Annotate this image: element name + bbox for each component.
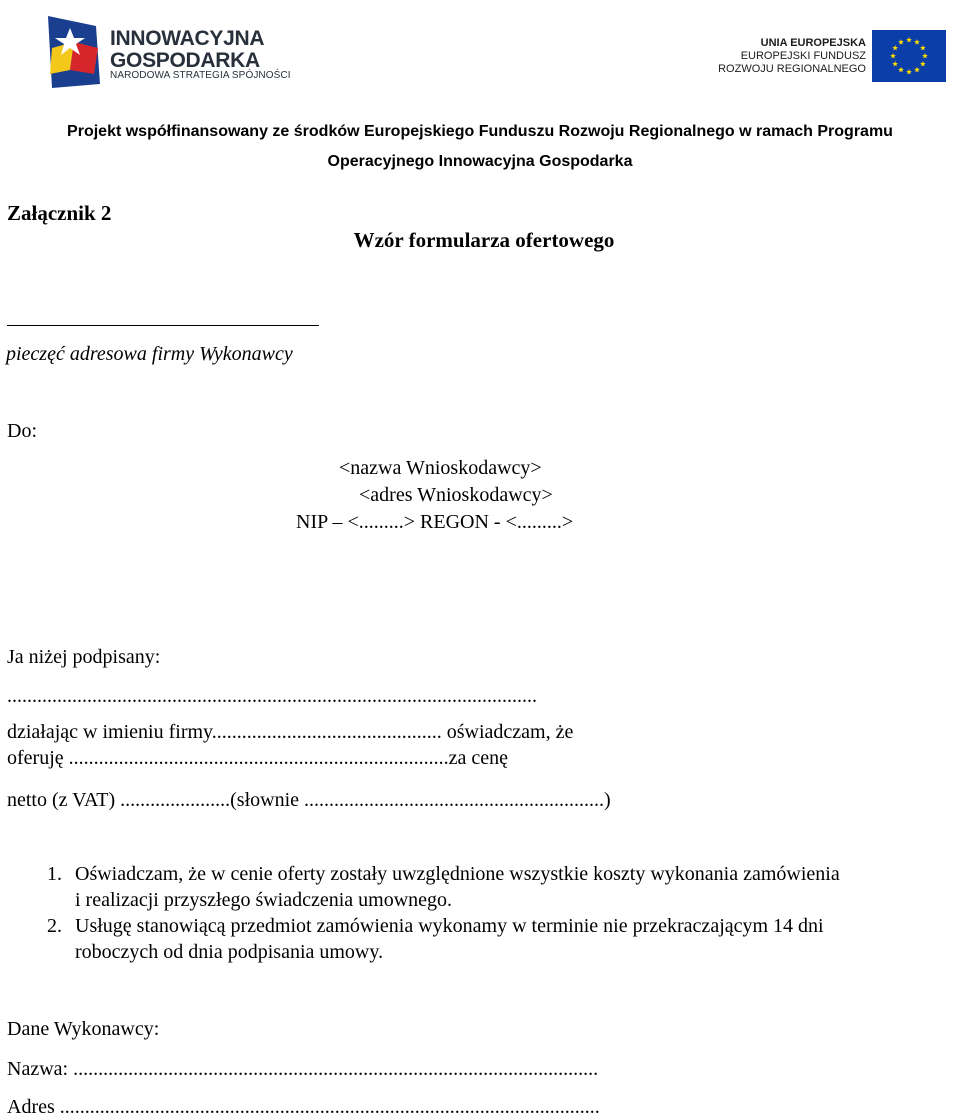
eu-flag-icon [872, 30, 946, 82]
to-label: Do: [7, 420, 37, 442]
eu-star-icon [892, 45, 898, 50]
list-item-text: Usługę stanowiącą przedmiot zamówienia wykonamy w terminie nie przekraczającym 14 dni [75, 915, 824, 937]
recipient-address: <adres Wnioskodawcy> [359, 484, 553, 506]
eu-star-icon [922, 53, 928, 58]
list-item-continuation: i realizacji przyszłego świadczenia umownego. [75, 889, 453, 911]
list-item-number: 2. [47, 915, 62, 937]
recipient-name: <nazwa Wnioskodawcy> [339, 457, 542, 479]
contractor-data-label: Dane Wykonawcy: [7, 1018, 160, 1040]
cofinancing-header-line-1: Projekt współfinansowany ze środków Europejskiego Funduszu Rozwoju Regionalnego w ramach Programu [67, 123, 893, 140]
annex-label: Załącznik 2 [7, 201, 112, 225]
list-item-continuation: roboczych od dnia podpisania umowy. [75, 941, 384, 963]
signatory-label: Ja niżej podpisany: [7, 646, 161, 668]
contractor-name-line: Nazwa: ......................................................................................................... [7, 1058, 599, 1080]
eu-star-icon [920, 45, 926, 50]
signatory-name-blank: .......................................................................................................... [7, 685, 537, 707]
cofinancing-header-line-2: Operacyjnego Innowacyjna Gospodarka [327, 153, 633, 170]
offer-line: oferuję ............................................................................za cenę [7, 747, 509, 769]
innowacyjna-gospodarka-logo-subtitle: NARODOWA STRATEGIA SPÓJNOŚCI [110, 70, 291, 81]
contractor-address-line: Adres ............................................................................................................ [7, 1096, 600, 1118]
eu-star-icon [920, 61, 926, 66]
net-price-line: netto (z VAT) ......................(słownie ............................................................) [7, 789, 611, 811]
acting-on-behalf-line: działając w imieniu firmy.............................................. oświadczam, że [7, 721, 574, 743]
innowacyjna-gospodarka-emblem-icon [44, 12, 104, 90]
eu-star-icon [898, 39, 904, 44]
eu-star-icon [914, 39, 920, 44]
eu-logo [718, 28, 948, 84]
eu-star-icon [914, 67, 920, 72]
eu-logo-text: UNIA EUROPEJSKA EUROPEJSKI FUNDUSZ ROZWOJU REGIONALNEGO [718, 37, 866, 75]
eu-star-icon [906, 37, 912, 42]
eu-star-icon [906, 69, 912, 74]
form-title: Wzór formularza ofertowego [353, 228, 615, 252]
list-item-number: 1. [47, 863, 62, 885]
eu-star-icon [892, 61, 898, 66]
innowacyjna-gospodarka-logo [44, 10, 291, 90]
recipient-nip-regon: NIP – <.........> REGON - <.........> [296, 511, 574, 533]
eu-star-icon [898, 67, 904, 72]
stamp-signature-line [7, 325, 319, 326]
list-item-text: Oświadczam, że w cenie oferty zostały uwzględnione wszystkie koszty wykonania zamówienia [75, 863, 840, 885]
innowacyjna-gospodarka-logo-title: INNOWACYJNA GOSPODARKA [110, 27, 265, 72]
eu-star-icon [890, 53, 896, 58]
stamp-label: pieczęć adresowa firmy Wykonawcy [6, 343, 293, 365]
